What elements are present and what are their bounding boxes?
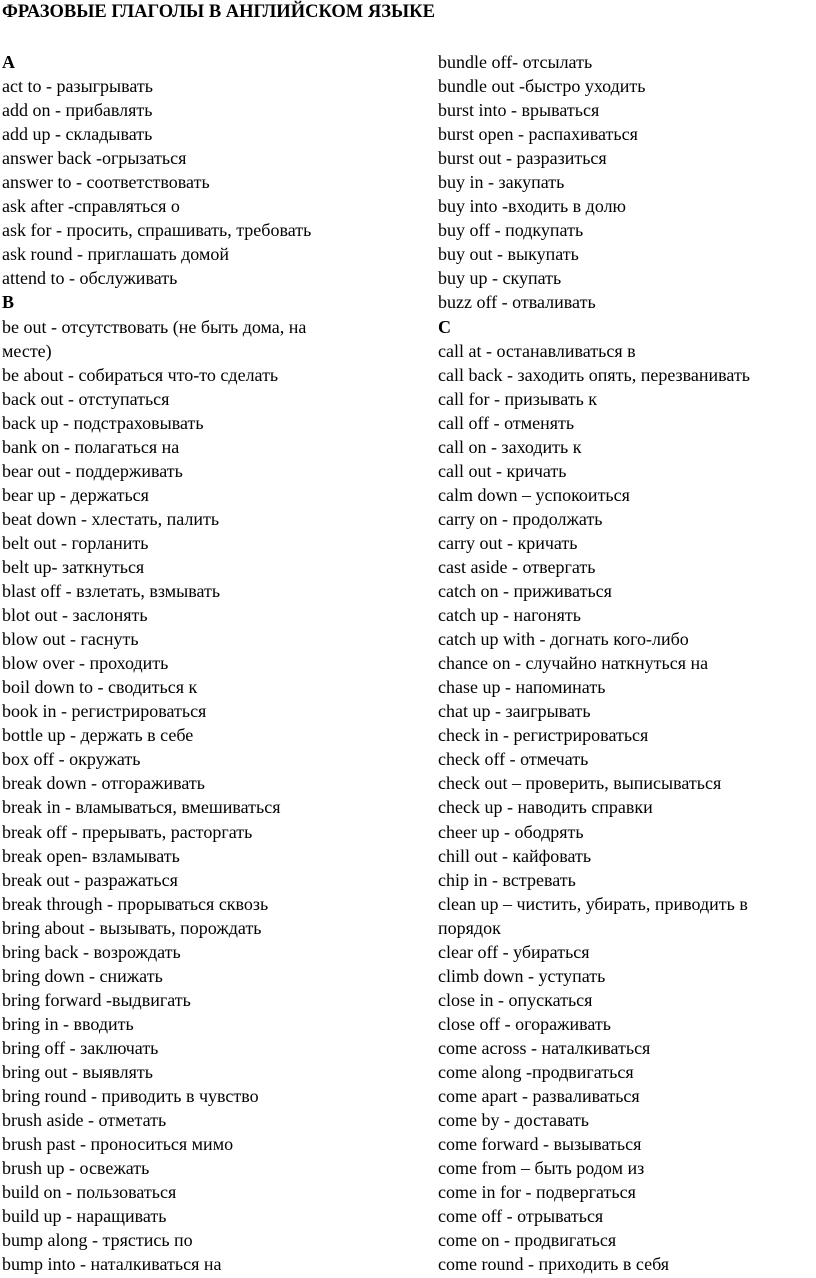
section-letter: A bbox=[2, 52, 15, 72]
entry-line: break off - прерывать, расторгать bbox=[2, 821, 253, 842]
entry-line: come apart - разваливаться bbox=[438, 1086, 640, 1107]
entry-line: ask after -справляться о bbox=[2, 196, 180, 217]
entry-line: burst open - распахиваться bbox=[438, 124, 638, 145]
entry-line: back up - подстраховывать bbox=[2, 412, 204, 433]
entry-line: close off - огораживать bbox=[438, 1013, 611, 1034]
entry-line: come in for - подвергаться bbox=[438, 1182, 636, 1203]
entry-line: clean up – чистить, убирать, приводить в bbox=[438, 893, 748, 914]
right-column bbox=[438, 50, 816, 1276]
entry-line: bump along - трястись по bbox=[2, 1230, 193, 1251]
entry-line: bring round - приводить в чувство bbox=[2, 1086, 259, 1107]
entry-line: close in - опускаться bbox=[438, 989, 593, 1010]
entry-line: break out - разражаться bbox=[2, 869, 178, 890]
entry-line: come along -продвигаться bbox=[438, 1061, 634, 1082]
entry-line: burst out - разразиться bbox=[438, 148, 607, 169]
entry-line: come by - доставать bbox=[438, 1110, 590, 1131]
entry-line: chill out - кайфовать bbox=[438, 845, 592, 866]
entry-line: ask for - просить, спрашивать, требовать bbox=[2, 220, 312, 241]
entry-line: ask round - приглашать домой bbox=[2, 244, 229, 265]
entry-line: answer back -огрызаться bbox=[2, 148, 187, 169]
entry-line: carry on - продолжать bbox=[438, 508, 603, 529]
entry-line: call at - останавливаться в bbox=[438, 340, 636, 361]
entry-line: carry out - кричать bbox=[438, 532, 578, 553]
entry-line: break through - прорываться сквозь bbox=[2, 893, 269, 914]
entry-line: call for - призывать к bbox=[438, 388, 598, 409]
entry-line: come round - приходить в себя bbox=[438, 1254, 670, 1275]
entry-line: chip in - встревать bbox=[438, 869, 576, 890]
entry-line: come forward - вызываться bbox=[438, 1134, 642, 1155]
entry-line: bundle out -быстро уходить bbox=[438, 76, 646, 97]
entry-line: burst into - врываться bbox=[438, 100, 600, 121]
entry-line: belt out - горланить bbox=[2, 532, 149, 553]
entry-line: buy into -входить в долю bbox=[438, 196, 627, 217]
entry-line: bottle up - держать в себе bbox=[2, 725, 194, 746]
entry-line: check up - наводить справки bbox=[438, 797, 653, 818]
entry-line: bear out - поддерживать bbox=[2, 460, 183, 481]
entry-line: climb down - уступать bbox=[438, 965, 606, 986]
entry-line: buy out - выкупать bbox=[438, 244, 579, 265]
entry-line: blow out - гаснуть bbox=[2, 629, 139, 650]
page-title: ФРАЗОВЫЕ ГЛАГОЛЫ В АНГЛИЙСКОМ ЯЗЫКЕ bbox=[2, 2, 435, 22]
entry-line: bring about - вызывать, порождать bbox=[2, 917, 262, 938]
entry-line: brush past - проноситься мимо bbox=[2, 1134, 234, 1155]
section-letter: B bbox=[2, 292, 15, 313]
entry-line: bring back - возрождать bbox=[2, 941, 181, 962]
entry-line: belt up- заткнуться bbox=[2, 556, 145, 577]
entry-line: bump into - наталкиваться на bbox=[2, 1254, 222, 1275]
entry-line: add up - складывать bbox=[2, 124, 153, 145]
entry-line: buy in - закупать bbox=[438, 172, 565, 193]
entry-line: break open- взламывать bbox=[2, 845, 180, 866]
entry-line: be about - собираться что-то сделать bbox=[2, 364, 279, 385]
entry-line: add on - прибавлять bbox=[2, 100, 153, 121]
entry-line: check in - регистрироваться bbox=[438, 725, 649, 746]
entry-line: break in - вламываться, вмешиваться bbox=[2, 797, 281, 818]
entry-line: book in - регистрироваться bbox=[2, 701, 207, 722]
entry-line: calm down – успокоиться bbox=[438, 484, 630, 505]
entry-line: be out - отсутствовать (не быть дома, на bbox=[2, 316, 307, 337]
entry-line: buzz off - отваливать bbox=[438, 292, 596, 313]
entry-line: bring off - заключать bbox=[2, 1037, 159, 1058]
entry-line: check off - отмечать bbox=[438, 749, 589, 770]
entry-line: break down - отгораживать bbox=[2, 773, 205, 794]
entry-line: bring down - снижать bbox=[2, 965, 163, 986]
entry-line: catch up - нагонять bbox=[438, 605, 582, 626]
entry-line: call back - заходить опять, перезванивать bbox=[438, 364, 751, 385]
entry-line: act to - разыгрывать bbox=[2, 76, 154, 97]
entry-line: come on - продвигаться bbox=[438, 1230, 617, 1251]
entry-line: build up - наращивать bbox=[2, 1206, 167, 1227]
entry-line: call off - отменять bbox=[438, 412, 575, 433]
entry-line: blot out - заслонять bbox=[2, 605, 148, 626]
entry-line: cast aside - отвергать bbox=[438, 556, 596, 577]
entry-line: catch up with - догнать кого-либо bbox=[438, 629, 689, 650]
entry-line: clear off - убираться bbox=[438, 941, 590, 962]
entry-line: check out – проверить, выписываться bbox=[438, 773, 722, 794]
entry-line: chance on - случайно наткнуться на bbox=[438, 653, 709, 674]
entry-line: back out - отступаться bbox=[2, 388, 170, 409]
entry-line: bank on - полагаться на bbox=[2, 436, 180, 457]
entry-line: attend to - обслуживать bbox=[2, 268, 178, 289]
entry-line: порядок bbox=[438, 917, 501, 938]
entry-line: chat up - заигрывать bbox=[438, 701, 591, 722]
entry-line: cheer up - ободрять bbox=[438, 821, 584, 842]
entry-line: call on - заходить к bbox=[438, 436, 582, 457]
entry-line: call out - кричать bbox=[438, 460, 567, 481]
entry-line: come across - наталкиваться bbox=[438, 1037, 651, 1058]
entry-line: come from – быть родом из bbox=[438, 1158, 645, 1179]
entry-line: bring forward -выдвигать bbox=[2, 989, 191, 1010]
entry-line: buy off - подкупать bbox=[438, 220, 584, 241]
entry-line: buy up - скупать bbox=[438, 268, 562, 289]
left-column bbox=[2, 50, 422, 1276]
entry-line: bring out - выявлять bbox=[2, 1061, 153, 1082]
entry-line: blow over - проходить bbox=[2, 653, 169, 674]
entry-line: blast off - взлетать, взмывать bbox=[2, 581, 221, 602]
entry-line: brush aside - отметать bbox=[2, 1110, 167, 1131]
entry-line: come off - отрываться bbox=[438, 1206, 604, 1227]
entry-line: chase up - напоминать bbox=[438, 677, 606, 698]
entry-line: catch on - приживаться bbox=[438, 581, 612, 602]
entry-line: bear up - держаться bbox=[2, 484, 149, 505]
entry-line: answer to - соответствовать bbox=[2, 172, 210, 193]
entry-line: box off - окружать bbox=[2, 749, 141, 770]
entry-line: boil down to - сводиться к bbox=[2, 677, 198, 698]
entry-line: bundle off- отсылать bbox=[438, 52, 593, 72]
section-letter: C bbox=[438, 316, 451, 337]
entry-line: месте) bbox=[2, 340, 52, 361]
entry-line: beat down - хлестать, палить bbox=[2, 508, 220, 529]
entry-line: brush up - освежать bbox=[2, 1158, 150, 1179]
entry-line: build on - пользоваться bbox=[2, 1182, 177, 1203]
entry-line: bring in - вводить bbox=[2, 1013, 134, 1034]
